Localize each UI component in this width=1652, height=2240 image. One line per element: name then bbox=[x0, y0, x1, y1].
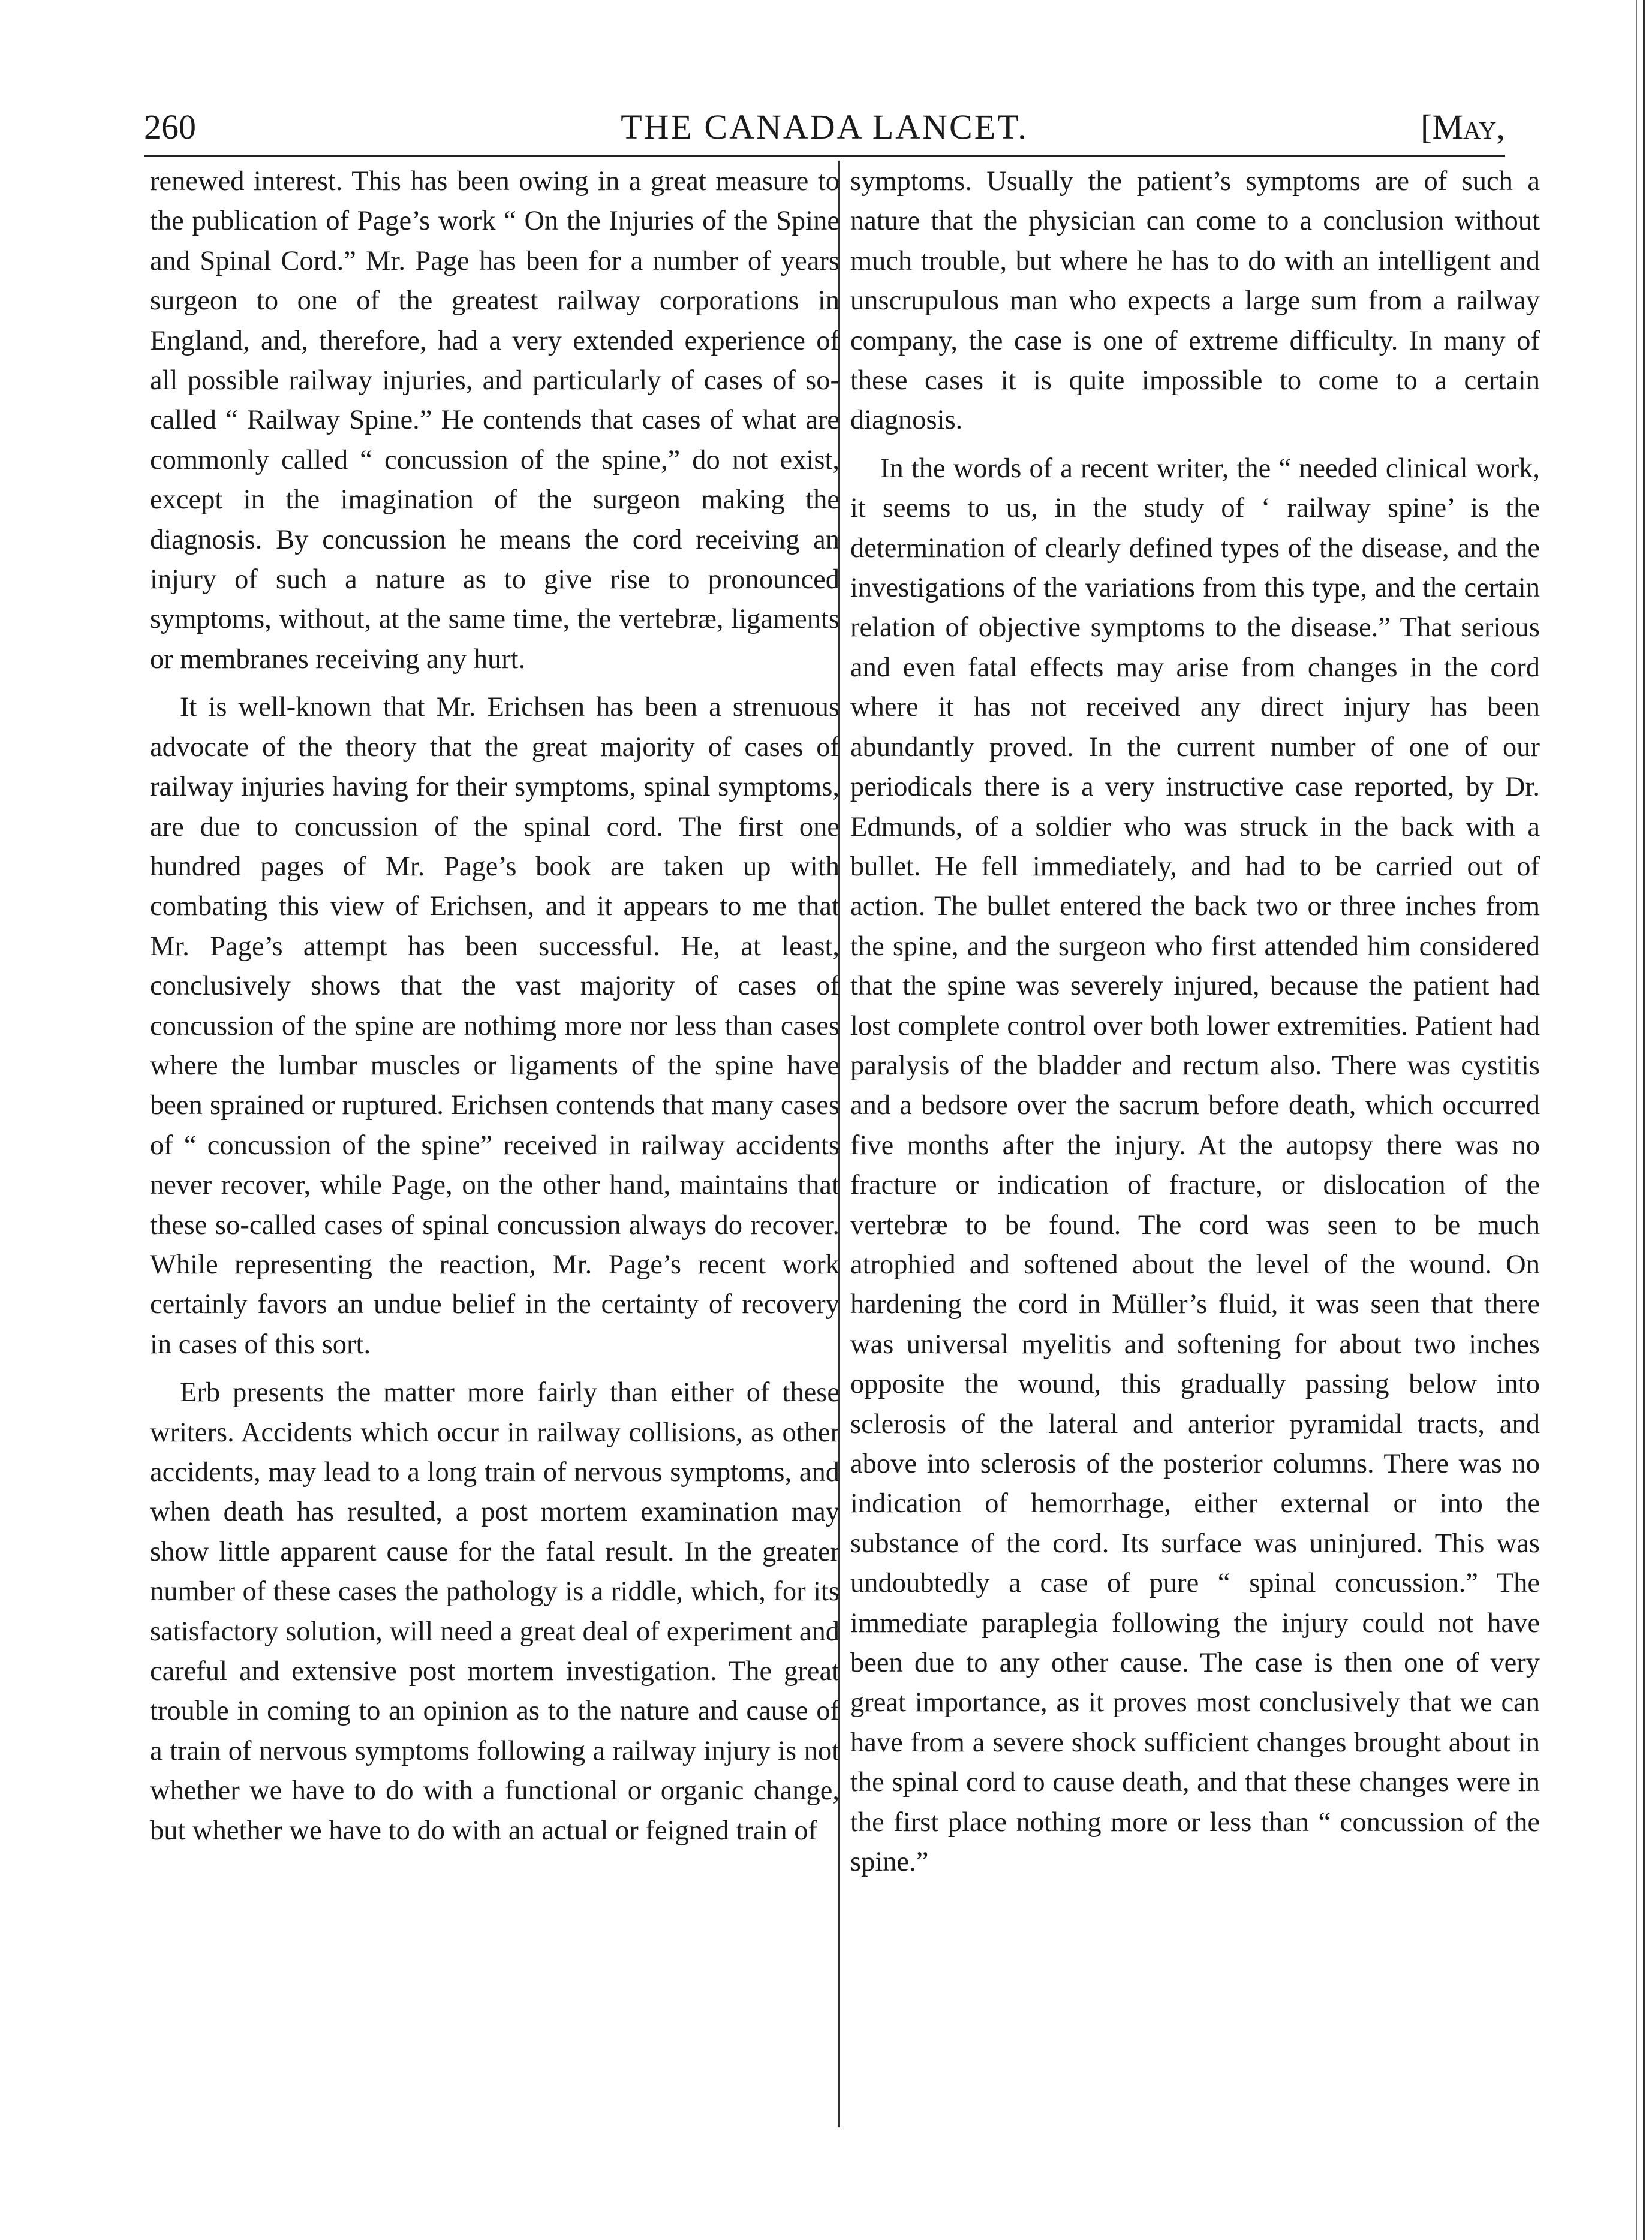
right-paragraph-2: In the words of a recent writer, the “ needed clinical work, it seems to us, in the study of ‘ railway spine’ is the determination of clearly defined types of the disease, and the investigations of the variations from this type, and the certain relation of objective symptoms to the disease.” That serious and even fatal effects may arise from changes in the cord where it has not received any direct injury has been abundantly proved. In the current number of one of our periodicals there is a very instructive case reported, by Dr. Edmunds, of a soldier who was struck in the back with a bullet. He fell immediately, and had to be carried out of action. The bullet entered the back two or three inches from the spine, and the surgeon who first attended him considered that the spine was severely injured, because the patient had lost complete control over both lower extremities. Patient had paralysis of the bladder and rectum also. There was cystitis and a bedsore over the sacrum before death, which occurred five months after the injury. At the autopsy there was no fracture or indication of fracture, or dislocation of the vertebræ to be found. The cord was seen to be much atrophied and softened about the level of the wound. On hardening the cord in Müller’s fluid, it was seen that there was universal myelitis and softening for about two inches opposite the wound, this gradually passing below into sclerosis of the lateral and anterior pyramidal tracts, and above into sclerosis of the posterior columns. There was no indication of hemorrhage, either external or into the substance of the cord. Its surface was uninjured. This was undoubtedly a case of pure “ spinal concussion.” The immediate paraplegia following the injury could not have been due to any other cause. The case is then one of very great importance, as it proves most conclusively that we can have from a severe shock sufficient changes brought about in the spinal cord to cause death, and that these changes were in the first place nothing more or less than “ concussion of the spine.” bbox=[850, 453, 1540, 1878]
right-paragraph-1: symptoms. Usually the patient’s symptoms are of such a nature that the physician can come to a conclusion without much trouble, but where he has to do with an intelligent and unscrupulous man who expects a large sum from a railway company, the case is one of extreme difficulty. In many of these cases it is quite impossible to come to a certain diagnosis. bbox=[850, 166, 1540, 436]
left-paragraph-3: Erb presents the matter more fairly than either of these writers. Accidents which occur in railway collisions, as other accidents, may lead to a long train of nervous symptoms, and when death has resulted, a post mortem examination may show little apparent cause for the fatal result. In the greater number of these cases the pathology is a riddle, which, for its satisfactory solution, will need a great deal of experiment and careful and extensive post mortem investigation. The great trouble in coming to an opinion as to the nature and cause of a train of nervous symptoms following a railway injury is not whether we have to do with a functional or organic change, but whether we have to do with an actual or feigned train of bbox=[150, 1377, 839, 1846]
left-paragraph-1: renewed interest. This has been owing in a great measure to the publication of Page’s work “ On the Injuries of the Spine and Spinal Cord.” Mr. Page has been for a number of years surgeon to one of the greatest railway corporations in England, and, therefore, had a very extended experience of all possible railway injuries, and particularly of cases of so-called “ Railway Spine.” He contends that cases of what are commonly called “ concussion of the spine,” do not exist, except in the imagination of the surgeon making the diagnosis. By concussion he means the cord receiving an injury of such a nature as to give rise to pronounced symptoms, without, at the same time, the vertebræ, ligaments or membranes receiving any hurt. bbox=[150, 166, 839, 675]
running-header bbox=[144, 103, 1505, 151]
right-column bbox=[850, 162, 1540, 1882]
scan-edge-shadow bbox=[1636, 0, 1637, 2240]
header-rule bbox=[144, 155, 1505, 157]
header-month: [May, bbox=[1421, 107, 1505, 146]
page-number: 260 bbox=[144, 107, 196, 146]
scan-edge bbox=[1643, 0, 1645, 2240]
column-divider bbox=[838, 161, 840, 2127]
journal-title: THE CANADA LANCET. bbox=[621, 107, 1028, 146]
left-column bbox=[150, 162, 839, 1851]
left-paragraph-2: It is well-known that Mr. Erichsen has been a strenuous advocate of the theory that the great majority of cases of railway injuries having for their symptoms, spinal symptoms, are due to concussion of the spinal cord. The first one hundred pages of Mr. Page’s book are taken up with combating this view of Erichsen, and it appears to me that Mr. Page’s attempt has been successful. He, at least, conclusively shows that the vast majority of cases of concussion of the spine are nothimg more nor less than cases where the lumbar muscles or ligaments of the spine have been sprained or ruptured. Erichsen contends that many cases of “ concussion of the spine” received in railway accidents never recover, while Page, on the other hand, maintains that these so-called cases of spinal concussion always do recover. While representing the reaction, Mr. Page’s recent work certainly favors an undue belief in the certainty of recovery in cases of this sort. bbox=[150, 692, 839, 1360]
